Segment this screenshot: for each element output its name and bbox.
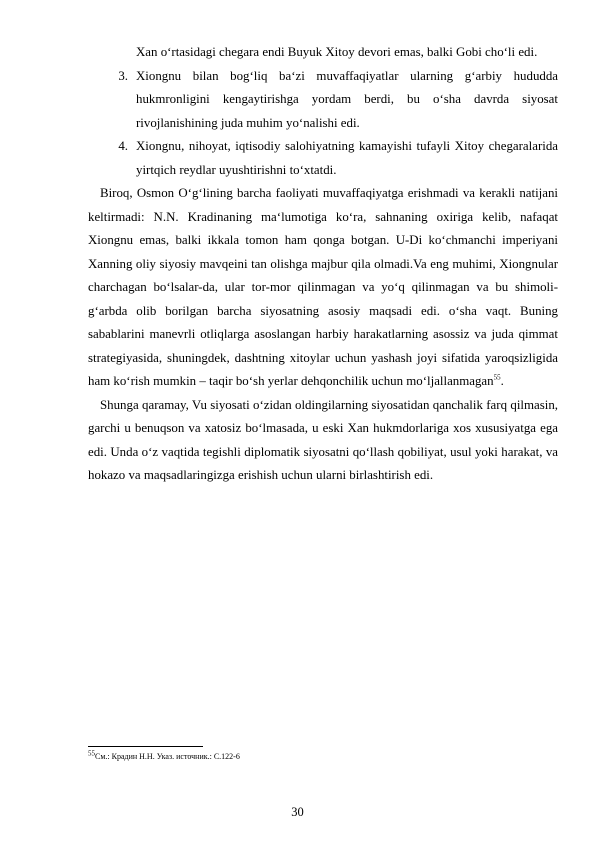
footnote: [88, 749, 240, 762]
list-text: Xiongnu, nihoyat, iqtisodiy salohiyatning kamayishi tufayli Xitoy chegaralarida yirtqich reydlar uyushtirishni to‘xtatdi.: [136, 139, 558, 177]
footnote-reference[interactable]: 55: [493, 373, 501, 382]
list-continuation: Xan o‘rtasidagi chegara endi Buyuk Xitoy devori emas, balki Gobi cho‘li edi.: [136, 45, 538, 59]
paragraph: Shunga qaramay, Vu siyosati o‘zidan oldingilarning siyosatidan qanchalik farq qilmasin, garchi u benuqson va xatosiz bo‘lmasada, u eski Xan hukmdorlariga xos xususiyatga ega edi. Unda o‘z vaqtida tegishli diplomatik siyosatni qo‘llash qobiliyat, usul yoki harakat, va hokazo va maqsadlaringizga erishish uchun ularni birlashtirish edi.: [88, 397, 558, 482]
page-number: 30: [291, 805, 304, 819]
footnote-number: 55: [88, 749, 95, 758]
footnote-text: См.: Крадин Н.Н. Указ. источник.: С.122-6: [95, 752, 240, 761]
page-body: [88, 41, 558, 488]
paragraph: [88, 182, 558, 394]
list-number: 4.: [118, 139, 128, 153]
paragraph-end: .: [500, 374, 504, 388]
list-item: [88, 65, 558, 136]
list-number: 3.: [118, 68, 128, 83]
list-text: Xiongnu bilan bog‘liq ba‘zi muvaffaqiyatlar ularning g‘arbiy hududda hukmronligini kengaytirishga yordam berdi, bu o‘sha davrda siyosat rivojlanishining juda muhim yo‘nalishi edi.: [136, 68, 558, 130]
list-item: [88, 135, 558, 182]
paragraph-text: Biroq, Osmon O‘g‘lining barcha faoliyati muvaffaqiyatga erishmadi va kerakli natijani keltirmadi: N.N. Kradinaning ma‘lumotiga ko‘ra, sahnaning oxiriga kelib, nafaqat Xiongnu emas, balki ikkala tomon ham qonga botgan. U-Di ko‘chmanchi imperiyani Xanning oliy siyosiy mavqeini tan olishga majbur qila olmadi.Va eng muhimi, Xiongnular charchagan bo‘lsalar-da, ular tor-mor qilinmagan va yo‘q qilinmagan va bu shimoli-g‘arbda olib borilgan barcha siyosatning asosiy maqsadi edi. o‘sha vaqt. Buning sabablarini manevrli otliqlarga asoslangan harbiy harakatlarning asossiz va juda qimmat strategiyasida, shuningdek, dashtning xitoylar uchun yashash joyi sifatida yaroqsizligida ham ko‘rish mumkin – taqir bo‘sh yerlar dehqonchilik uchun mo‘ljallanmagan: [88, 186, 558, 388]
footnote-divider: [88, 746, 203, 747]
